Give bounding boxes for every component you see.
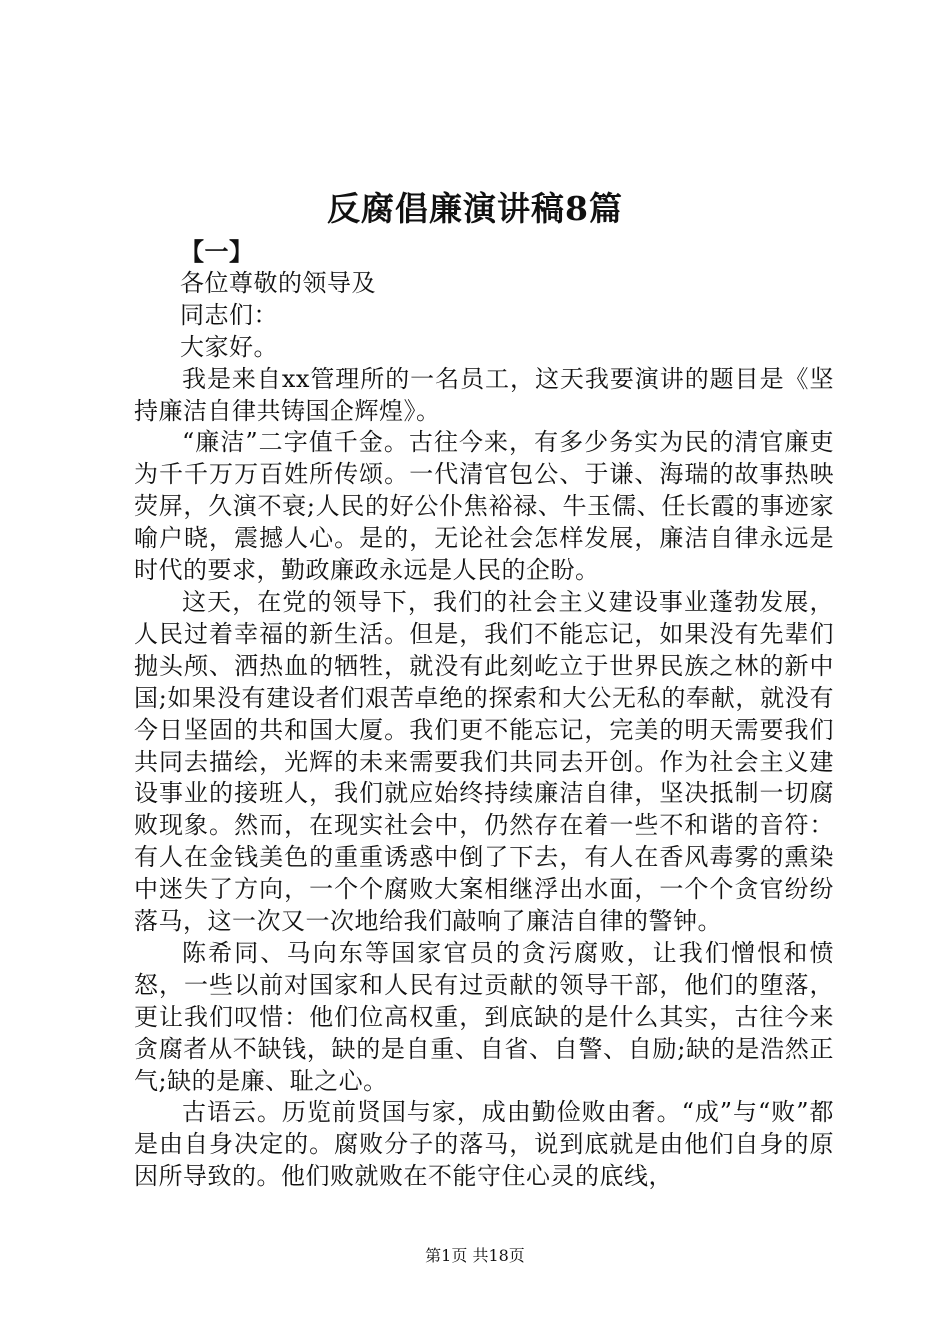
greeting-line: 大家好。: [180, 332, 278, 361]
paragraph: “廉洁”二字值千金。古往今来，有多少务实为民的清官廉吏为千千万万百姓所传颂。一代清官包公、于谦、海瑞的故事热映荧屏，久演不衰;人民的好公仆焦裕禄、牛玉儒、任长霞的事迹家喻户晓，震撼人心。是的，无论社会怎样发展，廉洁自律永远是时代的要求，勤政廉政永远是人民的企盼。: [134, 428, 834, 585]
greeting-line: 各位尊敬的领导及: [180, 268, 376, 297]
section-heading: 【一】: [180, 237, 254, 266]
document-body: [134, 236, 834, 1193]
paragraph: 陈希同、马向东等国家官员的贪污腐败，让我们憎恨和愤怒，一些以前对国家和人民有过贡献的领导干部，他们的堕落，更让我们叹惜：他们位高权重，到底缺的是什么其实，古往今来贪腐者从不缺钱，缺的是自重、自省、自警、自励;缺的是浩然正气;缺的是廉、耻之心。: [134, 938, 834, 1095]
paragraph: 这天，在党的领导下，我们的社会主义建设事业蓬勃发展，人民过着幸福的新生活。但是，我们不能忘记，如果没有先辈们抛头颅、洒热血的牺牲，就没有此刻屹立于世界民族之林的新中国;如果没有建设者们艰苦卓绝的探索和大公无私的奉献，就没有今日坚固的共和国大厦。我们更不能忘记，完美的明天需要我们共同去描绘，光辉的未来需要我们共同去开创。作为社会主义建设事业的接班人，我们就应始终持续廉洁自律，坚决抵制一切腐败现象。然而，在现实社会中，仍然存在着一些不和谐的音符：有人在金钱美色的重重诱惑中倒了下去，有人在香风毒雾的熏染中迷失了方向，一个个腐败大案相继浮出水面，一个个贪官纷纷落马，这一次又一次地给我们敲响了廉洁自律的警钟。: [134, 587, 834, 936]
paragraph: 古语云。历览前贤国与家，成由勤俭败由奢。“成”与“败”都是由自身决定的。腐败分子的落马，说到底就是由他们自身的原因所导致的。他们败就败在不能守住心灵的底线，: [134, 1098, 834, 1191]
page-number-footer: 第1页 共18页: [425, 1246, 525, 1265]
greeting-line: 同志们：: [180, 300, 278, 329]
paragraph: 我是来自xx管理所的一名员工，这天我要演讲的题目是《坚持廉洁自律共铸国企辉煌》。: [134, 364, 834, 425]
document-title: 反腐倡廉演讲稿8篇: [327, 189, 623, 228]
